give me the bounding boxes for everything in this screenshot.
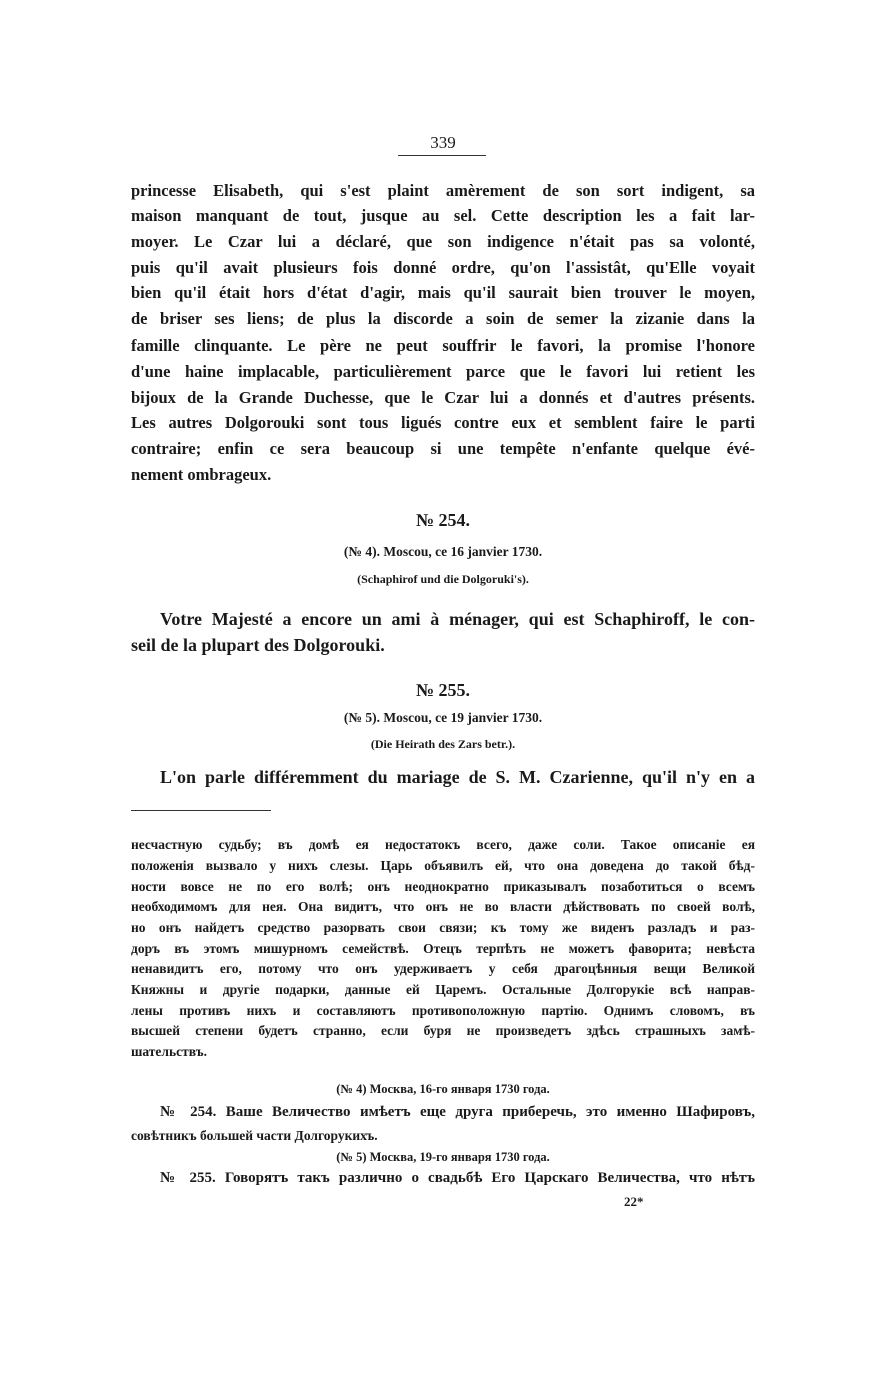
text-line: contraire; enfin ce sera beaucoup si une tempête n'enfante quelque évé- [131,439,755,458]
text-line: положенія вызвало у нихъ слезы. Царь объявилъ ей, что она доведена до такой бѣд- [131,858,755,873]
entry-dateline: (№ 4). Moscou, ce 16 janvier 1730. [343,544,543,559]
text-line: de briser ses liens; de plus la discorde a soin de semer la zizanie dans la [131,309,755,328]
text-line: Les autres Dolgorouki sont tous ligués contre eux et semblent faire le parti [131,413,755,432]
text-line: ненавидитъ его, потому что онъ удерживаетъ у себя драгоцѣнныя вещи Великой [131,961,755,976]
text-line: nement ombrageux. [131,465,272,484]
text-line: шательствъ. [131,1044,207,1059]
entry-dateline: (№ 4) Москва, 16-го января 1730 года. [336,1082,550,1096]
text-line: puis qu'il avait plusieurs fois donné ordre, qu'on l'assistât, qu'Elle voyait [131,258,755,277]
entry-subject: (Die Heirath des Zars betr.). [370,737,516,751]
text-line: № 254. Ваше Величество имѣетъ еще друга приберечь, это именно Шафировъ, [160,1104,755,1120]
text-line: № 255. Говорятъ такъ различно о свадьбѣ Его Царскаго Величества, что нѣтъ [160,1170,755,1186]
footnote-rule [131,810,271,811]
text-line: ности вовсе не по его волѣ; онъ неоднократно приказывалъ позаботиться о всемъ [131,879,755,894]
text-line: совѣтникъ большей части Долгорукихъ. [131,1128,378,1143]
text-line: но онъ найдетъ средство разорвать свои связи; къ тому же виденъ разладъ и раз- [131,920,755,935]
text-line: лены противъ нихъ и составляютъ противоположную партію. Однимъ словомъ, въ [131,1003,755,1018]
text-line: Votre Majesté a encore un ami à ménager, qui est Schaphiroff, le con- [160,609,755,629]
entry-dateline: (№ 5). Moscou, ce 19 janvier 1730. [343,710,543,725]
entry-heading: № 254. [415,510,471,530]
text-line: несчастную судьбу; въ домѣ ея недостатокъ всего, даже соли. Такое описаніе ея [131,837,755,852]
text-line: высшей степени будетъ странно, если буря не произведетъ здѣсь страшныхъ замѣ- [131,1023,755,1038]
page-number: 339 [430,133,456,152]
header-rule [398,155,486,156]
text-line: необходимомъ для нея. Она видитъ, что онъ не во власти дѣйствовать по своей волѣ, [131,899,755,914]
text-line: доръ въ этомъ мишурномъ семействѣ. Отецъ терпѣть не можетъ фаворита; невѣста [131,941,755,956]
text-line: maison manquant de tout, jusque au sel. Cette description les a fait lar- [131,206,755,225]
text-line: L'on parle différemment du mariage de S. M. Czarienne, qu'il n'y en a [160,767,755,787]
entry-heading: № 255. [415,680,471,700]
text-line: bijoux de la Grande Duchesse, que le Czar lui a donnés et d'autres présents. [131,388,755,407]
text-line: seil de la plupart des Dolgorouki. [131,635,385,655]
text-line: princesse Elisabeth, qui s'est plaint amèrement de son sort indigent, sa [131,181,755,200]
entry-dateline: (№ 5) Москва, 19-го января 1730 года. [336,1150,550,1164]
signature-mark: 22* [624,1194,644,1209]
text-line: moyer. Le Czar lui a déclaré, que son indigence n'était pas sa volonté, [131,232,755,251]
text-line: famille clinquante. Le père ne peut souffrir le favori, la promise l'honore [131,336,755,355]
text-line: Княжны и другіе подарки, данные ей Царемъ. Остальные Долгорукіе всѣ направ- [131,982,755,997]
text-line: d'une haine implacable, particulièrement parce que le favori lui retient les [131,362,755,381]
text-line: bien qu'il était hors d'état d'agir, mais qu'il saurait bien trouver le moyen, [131,283,755,302]
entry-subject: (Schaphirof und die Dolgoruki's). [357,572,529,586]
